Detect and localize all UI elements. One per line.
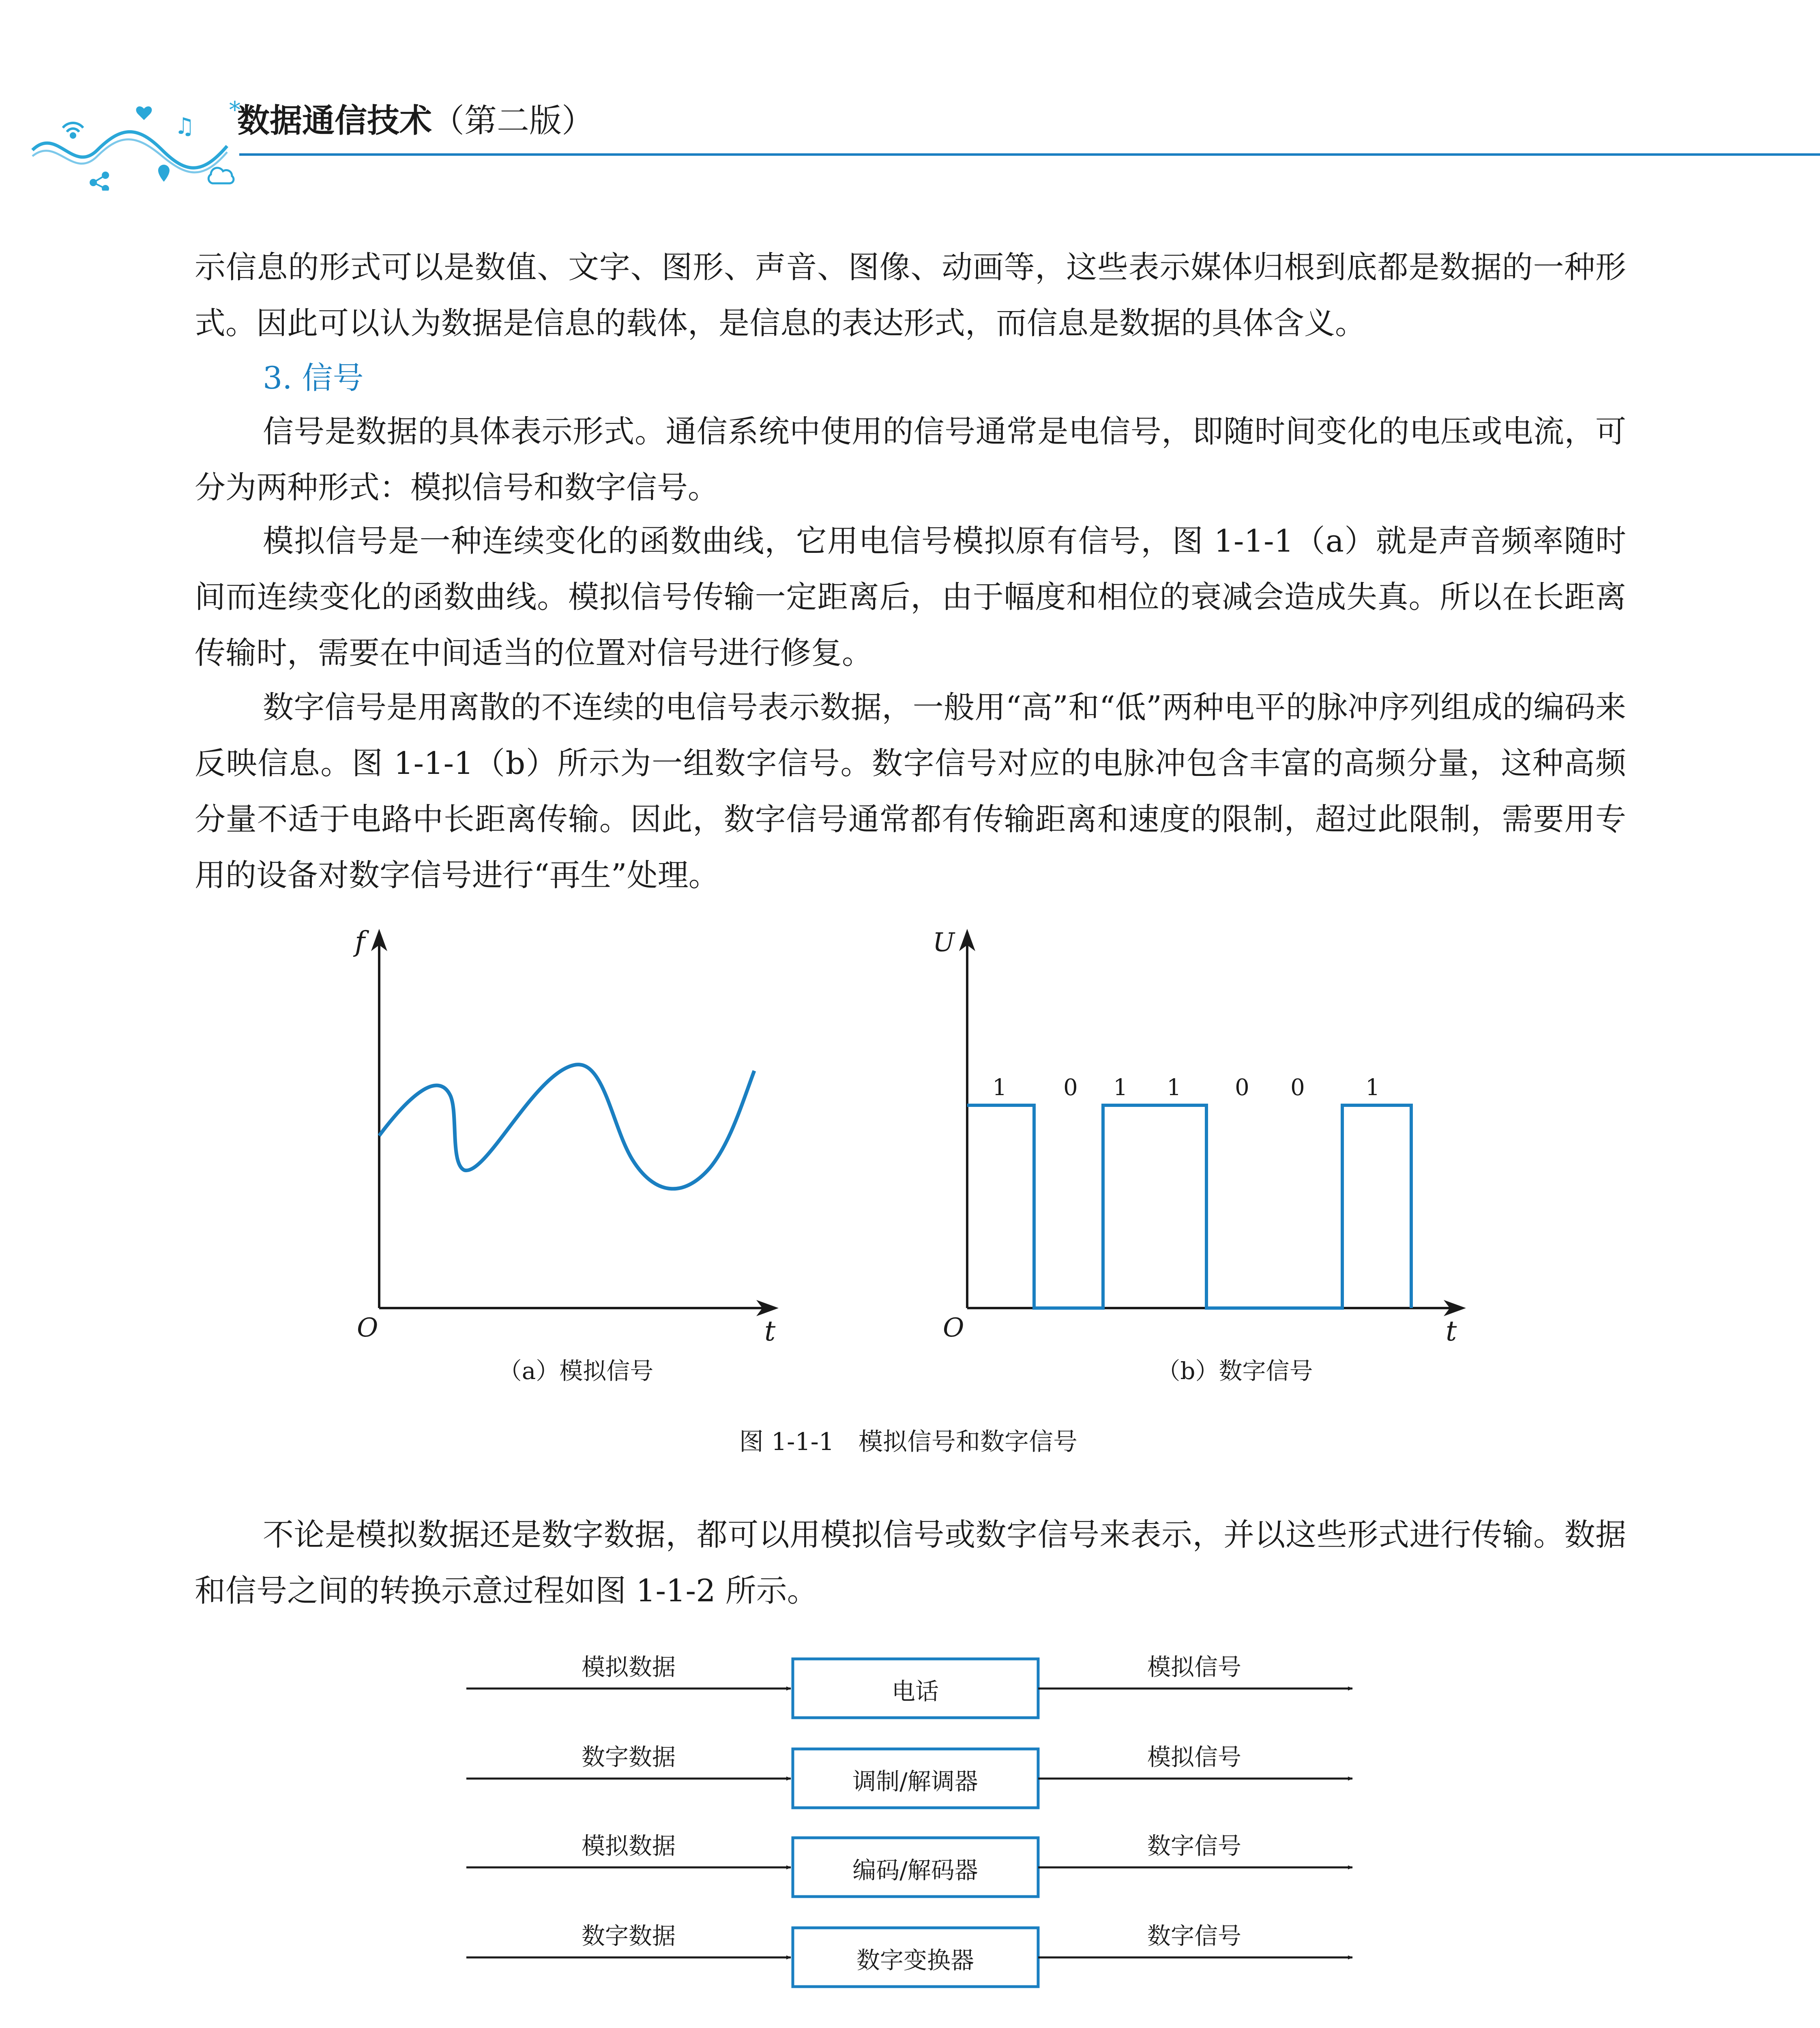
digital-bit-labels	[992, 1074, 1380, 1101]
input-label: 模拟数据	[581, 1832, 676, 1860]
section-heading: 3. 信号	[263, 360, 364, 396]
header-decoration	[24, 85, 268, 191]
paragraph-1: 示信息的形式可以是数值、文字、图形、声音、图像、动画等，这些表示媒体归根到底都是数据的一种形式。因此可以认为数据是信息的载体，是信息的表达形式，而信息是数据的具体含义。	[195, 249, 1626, 341]
bit-label: 0	[1290, 1074, 1305, 1101]
heart-icon	[136, 106, 152, 120]
sparkle-icon: *	[229, 97, 240, 123]
figure-1-1-1-caption: 图 1-1-1 模拟信号和数字信号	[739, 1428, 1078, 1456]
analog-y-label: f	[355, 926, 365, 958]
analog-subcaption: （a）模拟信号	[498, 1357, 654, 1385]
output-label: 数字信号	[1147, 1832, 1242, 1860]
conversion-row-2	[466, 1743, 1352, 1808]
wifi-icon	[63, 123, 83, 137]
bit-label: 1	[1113, 1074, 1128, 1101]
digital-x-label: t	[1446, 1315, 1457, 1347]
digital-signal-waveform	[967, 1105, 1411, 1308]
page-header	[0, 0, 1820, 195]
cloud-icon	[208, 168, 234, 183]
output-label: 模拟信号	[1147, 1653, 1242, 1681]
bit-label: 1	[1167, 1074, 1181, 1101]
analog-chart	[353, 926, 779, 1385]
digital-y-label: U	[933, 928, 955, 958]
paragraph-4: 数字信号是用离散的不连续的电信号表示数据，一般用“高”和“低”两种电平的脉冲序列组成的编码来反映信息。图 1-1-1（b）所示为一组数字信号。数字信号对应的电脉冲包含丰富的高频分量，这种高频分量不适于电路中长距离传输。因此，数字信号通常都有传输距离和速度的限制，超过此限制，需要用专用的设备对数字信号进行“再生”处理。	[195, 689, 1626, 893]
header-title	[237, 101, 594, 141]
bit-label: 1	[1365, 1074, 1380, 1101]
location-pin-icon	[158, 165, 170, 182]
share-icon	[90, 172, 108, 191]
bit-label: 0	[1063, 1074, 1078, 1101]
device-label: 调制/解调器	[852, 1768, 978, 1795]
digital-chart	[933, 928, 1466, 1385]
conversion-row-1	[466, 1653, 1352, 1718]
device-label: 电话	[891, 1678, 939, 1705]
book-edition: （第二版）	[432, 102, 594, 140]
device-label: 数字变换器	[856, 1946, 974, 1974]
conversion-row-3	[466, 1832, 1352, 1897]
music-note-icon: ♫	[174, 113, 195, 140]
conversion-row-4	[466, 1922, 1352, 1987]
device-label: 编码/解码器	[852, 1856, 978, 1884]
paragraph-3: 模拟信号是一种连续变化的函数曲线，它用电信号模拟原有信号，图 1-1-1（a）就是声音频率随时间而连续变化的函数曲线。模拟信号传输一定距离后，由于幅度和相位的衰减会造成失真。所以在长距离传输时，需要在中间适当的位置对信号进行修复。	[195, 523, 1626, 671]
bit-label: 1	[992, 1074, 1007, 1101]
header-rule	[239, 153, 1820, 156]
analog-signal-curve	[379, 1065, 754, 1189]
analog-origin: O	[357, 1313, 378, 1343]
input-label: 数字数据	[581, 1743, 676, 1771]
output-label: 数字信号	[1147, 1922, 1242, 1950]
book-title: 数据通信技术	[237, 102, 432, 140]
digital-subcaption: （b）数字信号	[1157, 1357, 1313, 1385]
paragraph-5: 不论是模拟数据还是数字数据，都可以用模拟信号或数字信号来表示，并以这些形式进行传输。数据和信号之间的转换示意过程如图 1-1-2 所示。	[195, 1517, 1626, 1609]
output-label: 模拟信号	[1147, 1743, 1242, 1771]
analog-x-label: t	[764, 1315, 776, 1347]
figure-1-1-2	[0, 1643, 1820, 2028]
input-label: 数字数据	[581, 1922, 676, 1950]
paragraph-2: 信号是数据的具体表示形式。通信系统中使用的信号通常是电信号，即随时间变化的电压或电流，可分为两种形式：模拟信号和数字信号。	[195, 413, 1626, 505]
figure-1-1-1	[0, 913, 1820, 1480]
digital-origin: O	[943, 1313, 964, 1343]
input-label: 模拟数据	[581, 1653, 676, 1681]
bit-label: 0	[1235, 1074, 1249, 1101]
